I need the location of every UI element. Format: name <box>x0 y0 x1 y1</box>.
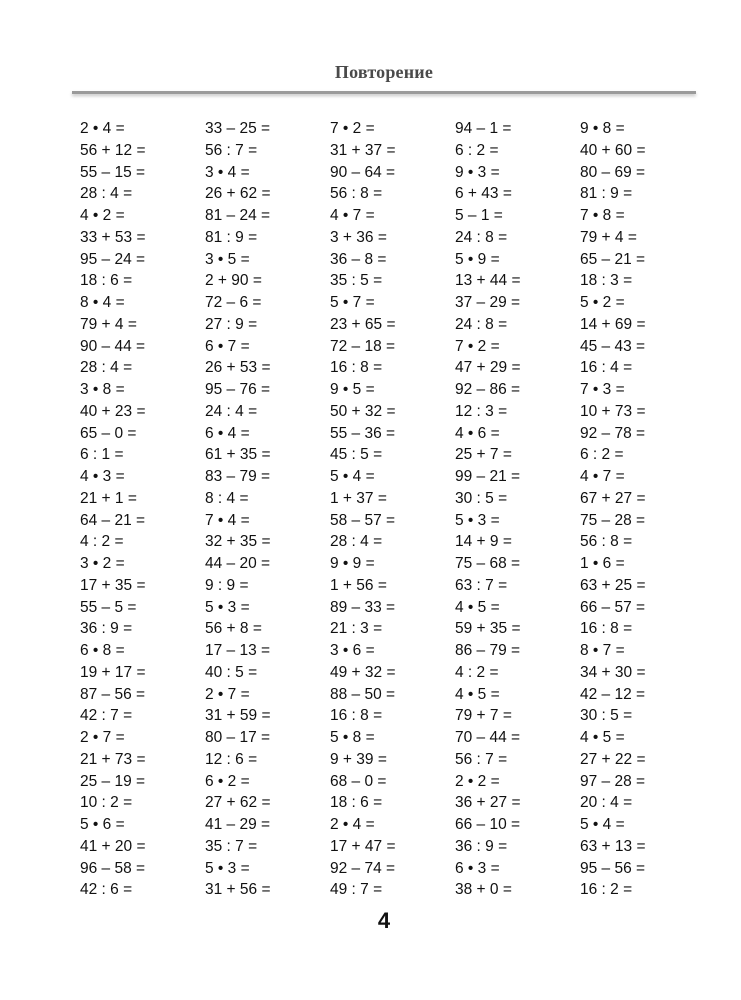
exercise-item: 9 • 9 = <box>330 555 375 572</box>
exercise-item: 12 : 6 = <box>205 750 258 768</box>
exercise-item: 21 + 1 = <box>80 489 137 507</box>
exercise-item: 1 + 37 = <box>330 489 387 507</box>
exercise-item: 4 • 5 = <box>580 729 625 746</box>
exercise-item: 95 – 76 = <box>205 381 271 398</box>
exercise-item: 56 + 12 = <box>80 141 146 159</box>
exercise-item: 97 – 28 = <box>580 772 646 790</box>
exercise-item: 58 – 57 = <box>330 511 396 529</box>
exercise-item: 3 • 8 = <box>80 381 125 398</box>
exercise-item: 1 • 6 = <box>580 555 625 572</box>
exercise-item: 70 – 44 = <box>455 729 521 746</box>
exercise-item: 6 • 2 = <box>205 772 250 790</box>
exercise-item: 12 : 3 = <box>455 402 508 420</box>
page-title: Повторение <box>334 62 434 82</box>
exercise-item: 4 • 7 = <box>580 468 625 485</box>
exercise-item: 27 + 22 = <box>580 750 646 768</box>
exercise-item: 45 – 43 = <box>580 337 646 355</box>
exercise-item: 81 : 9 = <box>580 185 633 203</box>
exercise-item: 2 • 7 = <box>205 685 250 703</box>
exercise-item: 3 • 2 = <box>80 555 125 572</box>
exercise-item: 42 : 6 = <box>80 881 133 899</box>
exercise-item: 20 : 4 = <box>580 794 633 812</box>
exercise-item: 41 + 20 = <box>80 837 146 855</box>
exercise-item: 72 – 6 = <box>205 294 262 311</box>
exercise-item: 17 + 47 = <box>330 837 396 855</box>
exercise-item: 6 • 7 = <box>205 337 250 355</box>
exercise-item: 5 • 8 = <box>330 729 375 746</box>
exercise-column-4 <box>455 118 575 901</box>
exercise-item: 63 : 7 = <box>455 576 508 594</box>
exercise-item: 7 • 2 = <box>455 337 500 355</box>
exercise-item: 72 – 18 = <box>330 337 396 355</box>
exercise-item: 25 + 7 = <box>455 446 512 464</box>
exercise-item: 88 – 50 = <box>330 685 396 703</box>
exercise-item: 7 • 2 = <box>330 120 375 137</box>
exercise-item: 34 + 30 = <box>580 663 646 681</box>
exercise-item: 6 : 2 = <box>455 141 499 159</box>
exercise-item: 49 : 7 = <box>330 881 383 899</box>
exercise-item: 41 – 29 = <box>205 816 271 833</box>
exercise-item: 55 – 15 = <box>80 163 146 181</box>
exercise-item: 7 • 3 = <box>580 381 625 398</box>
exercise-item: 56 + 8 = <box>205 620 262 638</box>
exercise-item: 17 – 13 = <box>205 642 271 659</box>
exercise-item: 18 : 6 = <box>80 272 133 290</box>
exercise-item: 32 + 35 = <box>205 533 271 551</box>
exercise-item: 5 • 7 = <box>330 294 375 311</box>
exercise-item: 4 • 5 = <box>455 685 500 703</box>
exercise-item: 64 – 21 = <box>80 511 146 529</box>
exercise-item: 28 : 4 = <box>330 533 383 551</box>
exercise-item: 18 : 6 = <box>330 794 383 812</box>
exercise-item: 4 : 2 = <box>455 663 499 681</box>
exercise-item: 2 • 2 = <box>455 772 500 790</box>
exercise-column-1 <box>80 118 200 901</box>
exercise-item: 2 • 7 = <box>80 729 125 746</box>
exercise-item: 68 – 0 = <box>330 772 387 790</box>
exercise-item: 28 : 4 = <box>80 185 133 203</box>
exercise-item: 16 : 8 = <box>330 359 383 377</box>
exercise-item: 35 : 5 = <box>330 272 383 290</box>
exercise-item: 26 + 62 = <box>205 185 271 203</box>
exercise-item: 40 + 60 = <box>580 141 646 159</box>
exercise-item: 95 – 24 = <box>80 250 146 268</box>
exercise-item: 1 + 56 = <box>330 576 387 594</box>
exercise-item: 92 – 74 = <box>330 859 396 877</box>
exercise-item: 36 + 27 = <box>455 794 521 812</box>
exercise-item: 56 : 7 = <box>205 141 258 159</box>
exercise-item: 83 – 79 = <box>205 468 271 485</box>
exercise-item: 16 : 8 = <box>330 707 383 725</box>
exercise-item: 6 • 4 = <box>205 424 250 442</box>
exercise-item: 4 • 2 = <box>80 207 125 224</box>
header-divider <box>72 91 696 94</box>
exercise-item: 90 – 64 = <box>330 163 396 181</box>
exercise-item: 96 – 58 = <box>80 859 146 877</box>
exercise-item: 56 : 7 = <box>455 750 508 768</box>
exercise-item: 25 – 19 = <box>80 772 146 790</box>
exercise-item: 95 – 56 = <box>580 859 646 877</box>
exercise-item: 3 • 4 = <box>205 163 250 181</box>
exercise-item: 5 • 3 = <box>205 598 250 616</box>
exercise-item: 67 + 27 = <box>580 489 646 507</box>
exercise-item: 16 : 4 = <box>580 359 633 377</box>
exercise-item: 2 • 4 = <box>330 816 375 833</box>
exercise-item: 14 + 9 = <box>455 533 512 551</box>
exercise-item: 3 + 36 = <box>330 228 387 246</box>
exercise-item: 16 : 2 = <box>580 881 633 899</box>
exercise-item: 65 – 21 = <box>580 250 646 268</box>
exercise-item: 6 + 43 = <box>455 185 512 203</box>
exercise-item: 6 • 3 = <box>455 859 500 877</box>
exercise-item: 49 + 32 = <box>330 663 396 681</box>
exercise-item: 28 : 4 = <box>80 359 133 377</box>
exercise-item: 40 + 23 = <box>80 402 146 420</box>
exercise-item: 21 + 73 = <box>80 750 146 768</box>
exercise-item: 24 : 8 = <box>455 315 508 333</box>
exercise-item: 79 + 7 = <box>455 707 512 725</box>
exercise-item: 66 – 10 = <box>455 816 521 833</box>
exercise-item: 79 + 4 = <box>80 315 137 333</box>
exercise-item: 37 – 29 = <box>455 294 521 311</box>
exercise-item: 94 – 1 = <box>455 120 512 137</box>
exercise-item: 92 – 86 = <box>455 381 521 398</box>
exercise-item: 9 + 39 = <box>330 750 387 768</box>
exercise-item: 81 – 24 = <box>205 207 271 224</box>
exercise-item: 55 – 5 = <box>80 598 137 616</box>
exercise-item: 5 • 3 = <box>205 859 250 877</box>
exercise-item: 24 : 8 = <box>455 228 508 246</box>
exercise-item: 16 : 8 = <box>580 620 633 638</box>
exercise-item: 13 + 44 = <box>455 272 521 290</box>
exercise-item: 21 : 3 = <box>330 620 383 638</box>
exercise-item: 8 • 4 = <box>80 294 125 311</box>
exercise-item: 42 – 12 = <box>580 685 646 703</box>
exercise-item: 5 • 4 = <box>330 468 375 485</box>
exercise-item: 5 • 2 = <box>580 294 625 311</box>
exercise-item: 9 : 9 = <box>205 576 249 594</box>
exercise-item: 90 – 44 = <box>80 337 146 355</box>
exercise-item: 59 + 35 = <box>455 620 521 638</box>
exercise-column-5 <box>580 118 700 901</box>
exercise-item: 7 • 8 = <box>580 207 625 224</box>
exercise-column-2 <box>205 118 325 901</box>
exercise-item: 4 • 7 = <box>330 207 375 224</box>
exercise-grid <box>0 118 741 908</box>
exercise-item: 99 – 21 = <box>455 468 521 485</box>
exercise-item: 75 – 68 = <box>455 555 521 572</box>
exercise-item: 55 – 36 = <box>330 424 396 442</box>
exercise-item: 27 + 62 = <box>205 794 271 812</box>
exercise-item: 63 + 13 = <box>580 837 646 855</box>
exercise-item: 26 + 53 = <box>205 359 271 377</box>
exercise-item: 42 : 7 = <box>80 707 133 725</box>
exercise-item: 23 + 65 = <box>330 315 396 333</box>
exercise-item: 3 • 6 = <box>330 642 375 659</box>
exercise-item: 6 : 2 = <box>580 446 624 464</box>
exercise-item: 9 • 5 = <box>330 381 375 398</box>
exercise-item: 5 • 3 = <box>455 511 500 529</box>
exercise-item: 80 – 69 = <box>580 163 646 181</box>
exercise-item: 63 + 25 = <box>580 576 646 594</box>
exercise-item: 8 • 7 = <box>580 642 625 659</box>
exercise-item: 9 • 3 = <box>455 163 500 181</box>
exercise-item: 27 : 9 = <box>205 315 258 333</box>
exercise-item: 36 : 9 = <box>80 620 133 638</box>
exercise-item: 33 + 53 = <box>80 228 146 246</box>
exercise-item: 61 + 35 = <box>205 446 271 464</box>
exercise-item: 2 + 90 = <box>205 272 262 290</box>
exercise-item: 2 • 4 = <box>80 120 125 137</box>
exercise-item: 5 • 6 = <box>80 816 125 833</box>
exercise-item: 50 + 32 = <box>330 402 396 420</box>
exercise-item: 45 : 5 = <box>330 446 383 464</box>
exercise-item: 14 + 69 = <box>580 315 646 333</box>
exercise-item: 18 : 3 = <box>580 272 633 290</box>
exercise-item: 10 + 73 = <box>580 402 646 420</box>
exercise-item: 79 + 4 = <box>580 228 637 246</box>
exercise-item: 31 + 37 = <box>330 141 396 159</box>
exercise-item: 80 – 17 = <box>205 729 271 746</box>
exercise-item: 6 : 1 = <box>80 446 124 464</box>
exercise-item: 30 : 5 = <box>580 707 633 725</box>
exercise-item: 65 – 0 = <box>80 424 137 442</box>
exercise-item: 8 : 4 = <box>205 489 249 507</box>
exercise-item: 66 – 57 = <box>580 598 646 616</box>
exercise-item: 36 – 8 = <box>330 250 387 268</box>
exercise-item: 44 – 20 = <box>205 555 271 572</box>
exercise-item: 6 • 8 = <box>80 642 125 659</box>
exercise-item: 24 : 4 = <box>205 402 258 420</box>
exercise-item: 5 • 9 = <box>455 250 500 268</box>
exercise-item: 56 : 8 = <box>330 185 383 203</box>
exercise-item: 4 • 6 = <box>455 424 500 442</box>
exercise-item: 4 : 2 = <box>80 533 124 551</box>
exercise-item: 10 : 2 = <box>80 794 133 812</box>
exercise-item: 31 + 59 = <box>205 707 271 725</box>
exercise-item: 87 – 56 = <box>80 685 146 703</box>
exercise-item: 86 – 79 = <box>455 642 521 659</box>
exercise-item: 81 : 9 = <box>205 228 258 246</box>
exercise-item: 5 • 4 = <box>580 816 625 833</box>
exercise-item: 3 • 5 = <box>205 250 250 268</box>
exercise-item: 31 + 56 = <box>205 881 271 899</box>
exercise-item: 40 : 5 = <box>205 663 258 681</box>
exercise-item: 9 • 8 = <box>580 120 625 137</box>
exercise-item: 17 + 35 = <box>80 576 146 594</box>
exercise-item: 89 – 33 = <box>330 598 396 616</box>
exercise-item: 35 : 7 = <box>205 837 258 855</box>
exercise-item: 38 + 0 = <box>455 881 512 899</box>
exercise-item: 33 – 25 = <box>205 120 271 137</box>
exercise-item: 19 + 17 = <box>80 663 146 681</box>
exercise-item: 47 + 29 = <box>455 359 521 377</box>
exercise-item: 7 • 4 = <box>205 511 250 529</box>
exercise-item: 4 • 5 = <box>455 598 500 616</box>
exercise-item: 36 : 9 = <box>455 837 508 855</box>
exercise-column-3 <box>330 118 450 901</box>
exercise-item: 92 – 78 = <box>580 424 646 442</box>
exercise-item: 5 – 1 = <box>455 207 503 224</box>
exercise-item: 56 : 8 = <box>580 533 633 551</box>
exercise-item: 4 • 3 = <box>80 468 125 485</box>
page-number: 4 <box>377 908 391 933</box>
exercise-item: 75 – 28 = <box>580 511 646 529</box>
exercise-item: 30 : 5 = <box>455 489 508 507</box>
